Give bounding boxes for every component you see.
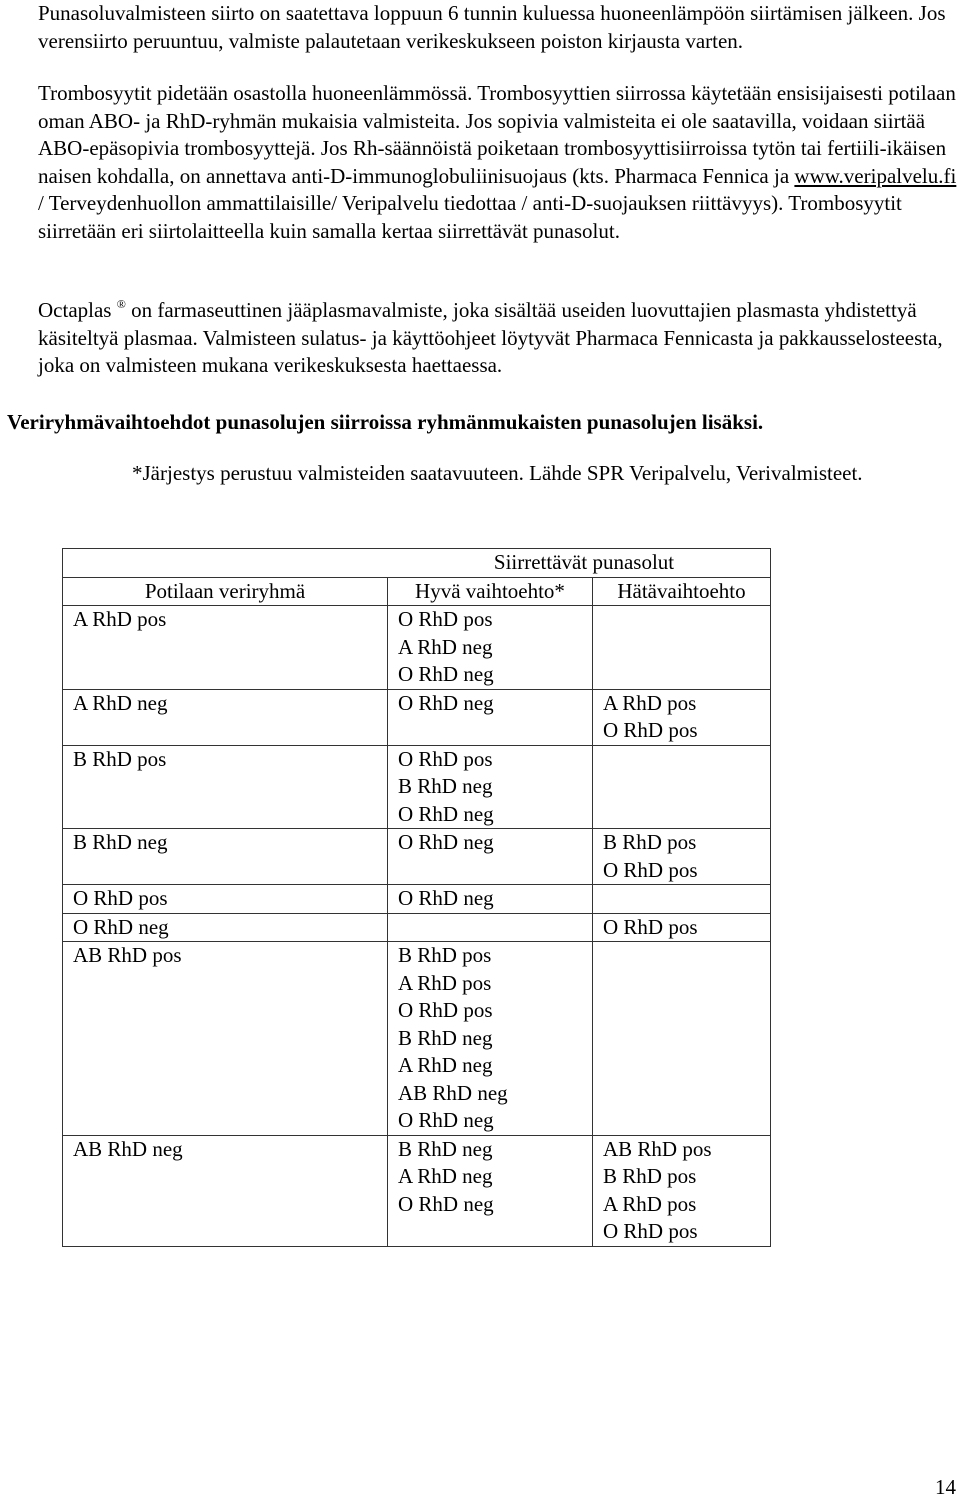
cell-patient-group: [63, 942, 388, 1136]
cell-emergency-option: [593, 942, 771, 1136]
patient-group-value: B RhD pos: [73, 746, 167, 771]
good-option-value: O RhD neg: [398, 830, 494, 854]
good-option-value: A RhD neg: [398, 634, 493, 659]
paragraph-octaplas: [38, 297, 958, 380]
paragraph-platelets: [38, 80, 958, 245]
cell-emergency-option: [593, 1135, 771, 1246]
cell-good-option: [388, 913, 593, 942]
emergency-option-value: B RhD pos: [603, 1164, 697, 1188]
table-note: *Järjestys perustuu valmisteiden saatavuuteen. Lähde SPR Veripalvelu, Verivalmisteet.: [132, 461, 863, 485]
good-option-value: O RhD pos: [398, 607, 493, 631]
good-option-value: O RhD neg: [398, 690, 494, 715]
cell-patient-group: [63, 885, 388, 914]
cell-emergency-option: [593, 829, 771, 885]
good-option-value: O RhD pos: [398, 746, 493, 771]
section-heading: Veriryhmävaihtoehdot punasolujen siirroissa ryhmänmukaisten punasolujen lisäksi.: [7, 410, 764, 434]
table-row: [63, 745, 771, 829]
octaplas-name: Octaplas: [38, 298, 112, 322]
registered-mark: ®: [116, 297, 126, 311]
paragraph-platelets-text-2: / Terveydenhuollon ammattilaisille/ Veripalvelu tiedottaa / anti-D-suojauksen riittävyys). Trombosyytit siirretään eri siirtolaitteella kuin samalla kertaa siirrettävät punasolut.: [38, 191, 902, 243]
emergency-option-value: O RhD pos: [603, 914, 698, 939]
cell-good-option: [388, 689, 593, 745]
cell-good-option: [388, 885, 593, 914]
good-option-value: O RhD neg: [398, 1108, 494, 1132]
cell-emergency-option: [593, 913, 771, 942]
cell-good-option: [388, 829, 593, 885]
emergency-option-value: AB RhD pos: [603, 1136, 712, 1161]
cell-good-option: [388, 745, 593, 829]
emergency-option-value: O RhD pos: [603, 718, 698, 742]
table-group-header-label: Siirrettävät punasolut: [493, 550, 675, 574]
cell-emergency-option: [593, 885, 771, 914]
table-row: [63, 606, 771, 690]
emergency-option-value: O RhD pos: [603, 857, 698, 882]
patient-group-value: AB RhD neg: [73, 1136, 183, 1161]
cell-patient-group: [63, 829, 388, 885]
good-option-value: O RhD neg: [398, 662, 494, 686]
table-row: [63, 885, 771, 914]
paragraph-octaplas-text: on farmaseuttinen jääplasmavalmiste, joka sisältää useiden luovuttajien plasmasta yhdistettyä käsiteltyä plasmaa. Valmisteen sulatus- ja käyttöohjeet löytyvät Pharmaca Fennicasta ja pakkausselosteesta, joka on valmisteen mukana verikeskuksesta haettaessa.: [38, 298, 943, 377]
good-option-value: AB RhD neg: [398, 1080, 508, 1105]
header-emergency-option: Hätävaihtoehto: [593, 577, 771, 606]
patient-group-value: A RhD neg: [73, 690, 168, 715]
cell-patient-group: [63, 913, 388, 942]
good-option-value: O RhD neg: [398, 801, 494, 826]
emergency-option-value: O RhD pos: [603, 1219, 698, 1243]
table-group-header: [63, 549, 771, 578]
veripalvelu-link[interactable]: www.veripalvelu.fi: [794, 163, 957, 188]
good-option-value: O RhD neg: [398, 886, 494, 910]
paragraph-platelets-text-1: Trombosyytit pidetään osastolla huoneenlämmössä. Trombosyyttien siirrossa käytetään ensisijaisesti potilaan oman ABO- ja RhD-ryhmän mukaisia valmisteita. Jos sopivia valmisteita ei ole saatavilla, voidaan siirtää ABO-epäsopivia trombosyyttejä. Jos Rh-säännöistä poiketaan trombosyyttisiirroissa tytön tai fertiili-ikäisen naisen kohdalla, on annettava anti-D-immunoglobuliinisuojaus (kts. Pharmaca Fennica ja: [38, 81, 956, 188]
good-option-value: B RhD neg: [398, 1136, 493, 1161]
cell-good-option: [388, 1135, 593, 1246]
table-row: [63, 829, 771, 885]
cell-patient-group: [63, 689, 388, 745]
good-option-value: B RhD neg: [398, 774, 493, 798]
cell-good-option: [388, 942, 593, 1136]
emergency-option-value: A RhD pos: [603, 1191, 697, 1216]
table-row: [63, 913, 771, 942]
page-number: 14: [935, 1475, 956, 1499]
cell-patient-group: [63, 1135, 388, 1246]
good-option-value: A RhD neg: [398, 1164, 493, 1188]
emergency-option-value: B RhD pos: [603, 830, 697, 854]
cell-patient-group: [63, 745, 388, 829]
patient-group-value: O RhD neg: [73, 914, 169, 939]
table-header-row: [63, 577, 771, 606]
good-option-value: O RhD neg: [398, 1191, 494, 1216]
cell-good-option: [388, 606, 593, 690]
good-option-value: B RhD neg: [398, 1025, 493, 1050]
blood-group-table: [62, 548, 771, 1247]
header-good-option: Hyvä vaihtoehto*: [388, 577, 593, 606]
cell-emergency-option: [593, 689, 771, 745]
patient-group-value: B RhD neg: [73, 830, 168, 854]
cell-emergency-option: [593, 745, 771, 829]
cell-emergency-option: [593, 606, 771, 690]
table-row: [63, 1135, 771, 1246]
good-option-value: A RhD pos: [398, 970, 492, 995]
good-option-value: B RhD pos: [398, 943, 492, 967]
cell-patient-group: [63, 606, 388, 690]
table-row: [63, 689, 771, 745]
patient-group-value: O RhD pos: [73, 886, 168, 910]
good-option-value: O RhD pos: [398, 998, 493, 1022]
good-option-value: A RhD neg: [398, 1053, 493, 1077]
table-row: [63, 942, 771, 1136]
header-patient-group: Potilaan veriryhmä: [63, 577, 388, 606]
table-group-header-row: [63, 549, 771, 578]
patient-group-value: AB RhD pos: [73, 943, 182, 967]
patient-group-value: A RhD pos: [73, 607, 167, 631]
emergency-option-value: A RhD pos: [603, 690, 697, 715]
paragraph-red-cell-transfusion: Punasoluvalmisteen siirto on saatettava loppuun 6 tunnin kuluessa huoneenlämpöön siirtämisen jälkeen. Jos verensiirto peruuntuu, valmiste palautetaan verikeskukseen poiston kirjausta varten.: [38, 1, 946, 53]
